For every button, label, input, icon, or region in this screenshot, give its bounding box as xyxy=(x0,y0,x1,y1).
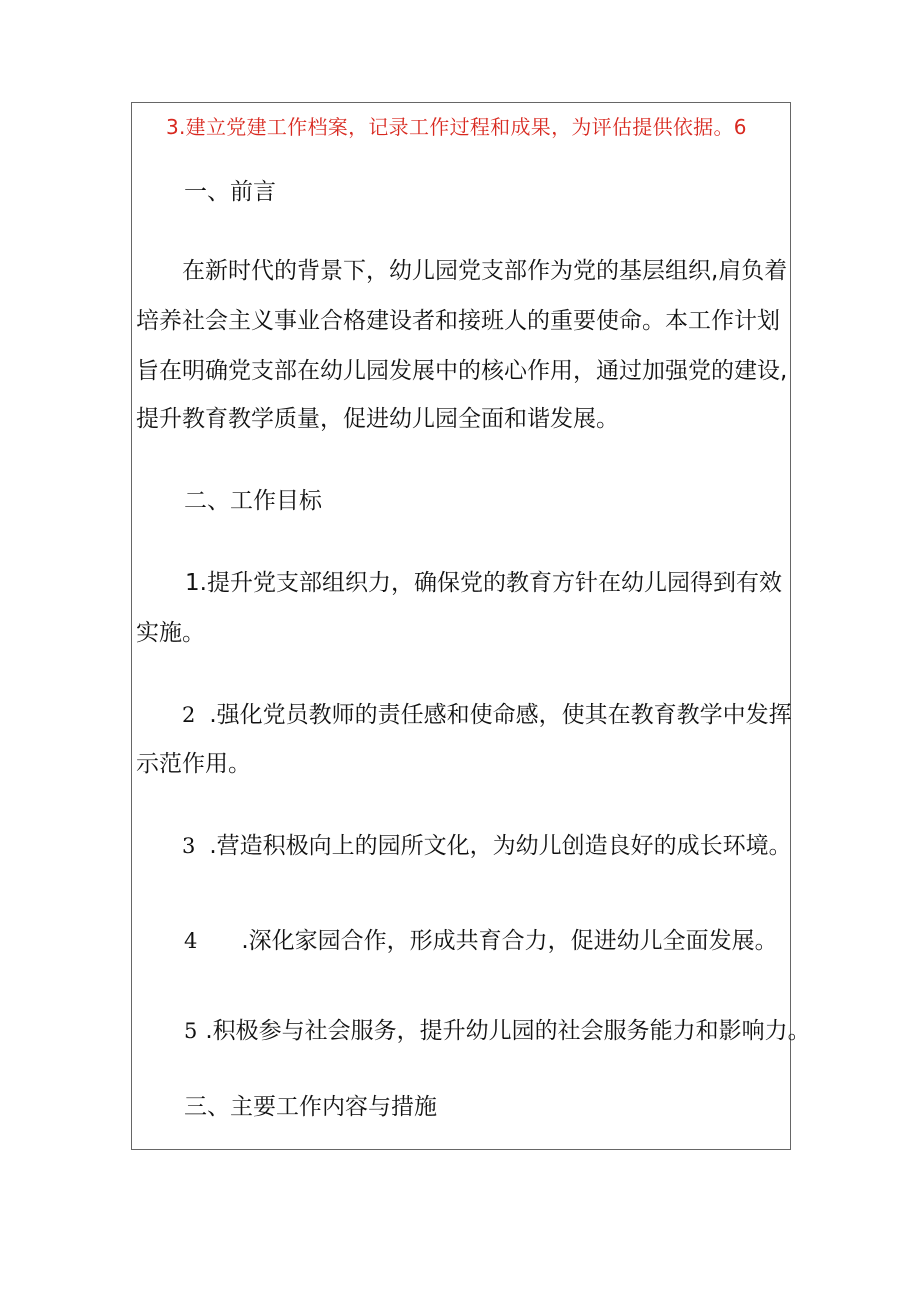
paragraph-line: 提升教育教学质量，促进幼儿园全面和谐发展。 xyxy=(136,406,619,432)
goal-item-continuation: 实施。 xyxy=(136,620,205,646)
paragraph-line: 在新时代的背景下，幼儿园党支部作为党的基层组织,肩负着 xyxy=(182,258,788,284)
section-heading-goals: 二、工作目标 xyxy=(184,488,322,514)
goal-item-3 xyxy=(182,831,792,861)
goal-item-number: 3 xyxy=(182,834,196,858)
goal-item-continuation: 示范作用。 xyxy=(136,751,251,777)
goal-item-text: .提升党支部组织力，确保党的教育方针在幼儿园得到有效 xyxy=(199,570,782,596)
goal-item-2 xyxy=(182,700,792,730)
goal-item-number: 2 xyxy=(182,703,196,727)
section-heading-measures: 三、主要工作内容与措施 xyxy=(184,1094,437,1120)
goal-item-text: .深化家园合作，形成共育合力，促进幼儿全面发展。 xyxy=(241,928,778,954)
goal-item-number: 1 xyxy=(185,570,200,596)
paragraph-line: 培养社会主义事业合格建设者和接班人的重要使命。本工作计划 xyxy=(136,308,780,334)
red-annotation-note: 3.建立党建工作档案，记录工作过程和成果，为评估提供依据。6 xyxy=(166,115,747,139)
paragraph-line: 旨在明确党支部在幼儿园发展中的核心作用，通过加强党的建设, xyxy=(136,358,788,384)
goal-item-1 xyxy=(185,568,782,598)
goal-item-text: .积极参与社会服务，提升幼儿园的社会服务能力和影响力。 xyxy=(205,1018,811,1044)
goal-item-number: 4 xyxy=(184,929,198,953)
goal-item-4 xyxy=(184,926,778,956)
goal-item-number: 5 xyxy=(184,1019,198,1043)
goal-item-text: .营造积极向上的园所文化，为幼儿创造良好的成长环境。 xyxy=(209,833,792,859)
goal-item-5 xyxy=(184,1016,811,1046)
goal-item-text: .强化党员教师的责任感和使命感，使其在教育教学中发挥 xyxy=(209,702,792,728)
section-heading-preface: 一、前言 xyxy=(184,179,276,205)
